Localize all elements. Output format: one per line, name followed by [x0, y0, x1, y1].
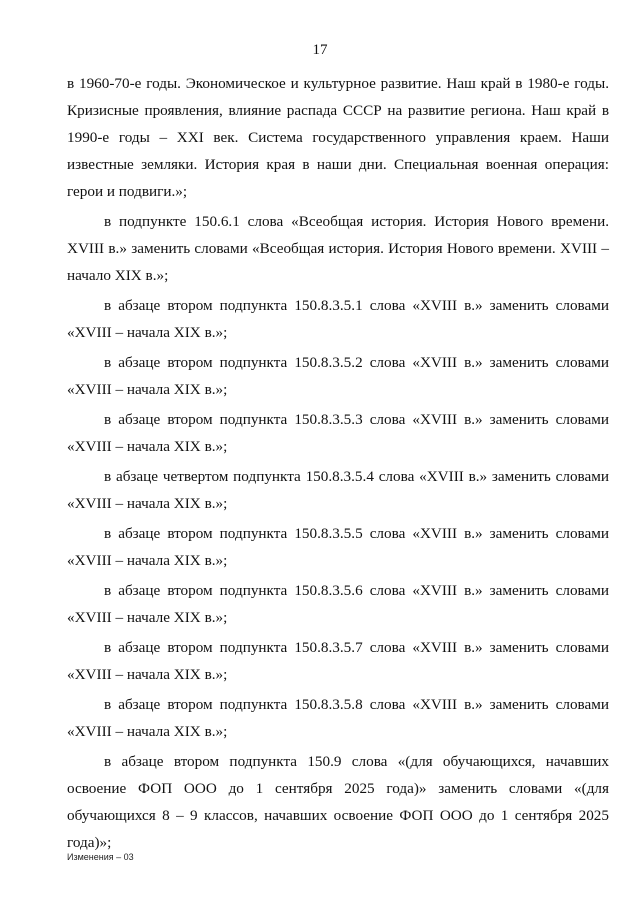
paragraph: в абзаце втором подпункта 150.9 слова «(для обучающихся, начавших освоение ФОП ООО до 1 сентября 2025 года)» заменить словами «(для обучающихся 8 – 9 классов, начавших освоение ФОП ООО до 1 сентября 2025 года)»;	[67, 753, 609, 851]
footer-revision-label: Изменения – 03	[67, 852, 134, 862]
paragraph: в абзаце втором подпункта 150.8.3.5.8 слова «XVIII в.» заменить словами «XVIII – начала XIX в.»;	[67, 696, 609, 740]
paragraph: в абзаце втором подпункта 150.8.3.5.3 слова «XVIII в.» заменить словами «XVIII – начала XIX в.»;	[67, 411, 609, 455]
paragraph: в абзаце четвертом подпункта 150.8.3.5.4 слова «XVIII в.» заменить словами «XVIII – начала XIX в.»;	[67, 468, 609, 512]
paragraph: в абзаце втором подпункта 150.8.3.5.5 слова «XVIII в.» заменить словами «XVIII – начала XIX в.»;	[67, 525, 609, 569]
paragraph: в абзаце втором подпункта 150.8.3.5.7 слова «XVIII в.» заменить словами «XVIII – начала XIX в.»;	[67, 639, 609, 683]
page-number: 17	[312, 42, 328, 58]
paragraph: в 1960-70-е годы. Экономическое и культурное развитие. Наш край в 1980-е годы. Кризисные проявления, влияние распада СССР на развитие региона. Наш край в 1990-е годы – XXI век. Система государственного управления краем. Наши известные земляки. История края в наши дни. Специальная военная операция: герои и подвиги.»;	[67, 75, 609, 200]
paragraph: в абзаце втором подпункта 150.8.3.5.2 слова «XVIII в.» заменить словами «XVIII – начала XIX в.»;	[67, 354, 609, 398]
document-body	[67, 70, 609, 856]
paragraph: в абзаце втором подпункта 150.8.3.5.1 слова «XVIII в.» заменить словами «XVIII – начала XIX в.»;	[67, 297, 609, 341]
paragraph: в подпункте 150.6.1 слова «Всеобщая история. История Нового времени. XVIII в.» заменить словами «Всеобщая история. История Нового времени. XVIII – начало XIX в.»;	[67, 213, 609, 284]
paragraph: в абзаце втором подпункта 150.8.3.5.6 слова «XVIII в.» заменить словами «XVIII – начале XIX в.»;	[67, 582, 609, 626]
